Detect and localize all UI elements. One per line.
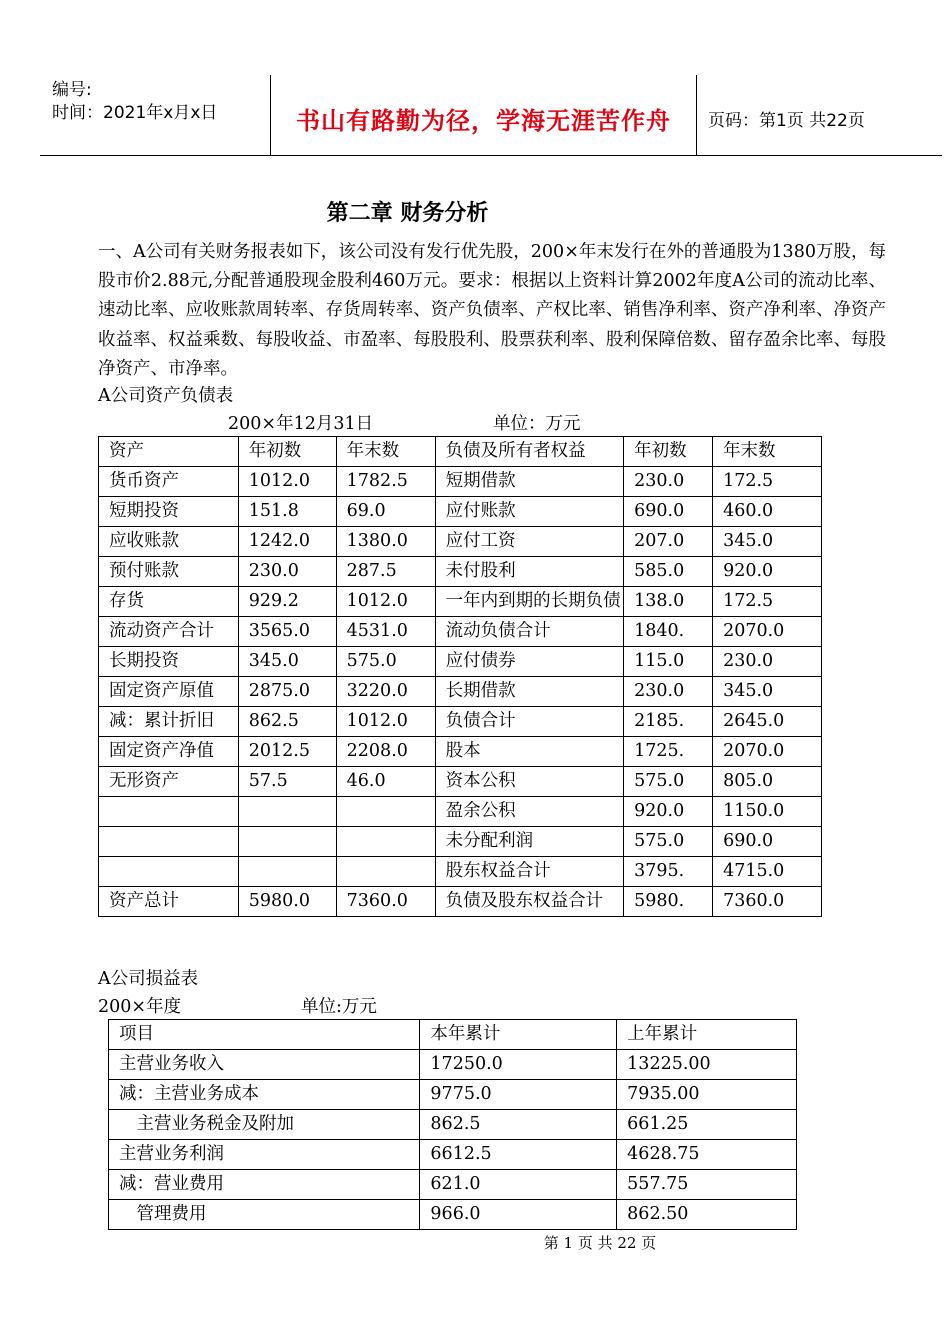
table-cell: 345.0 <box>713 527 822 557</box>
serial-label: 编号: <box>52 80 92 100</box>
table-cell: 929.2 <box>238 587 336 617</box>
table-cell: 减：营业费用 <box>109 1170 420 1200</box>
table-header-row <box>99 437 822 467</box>
table-cell: 575.0 <box>624 827 713 857</box>
table-cell <box>238 797 336 827</box>
table-row <box>109 1170 797 1200</box>
table-cell: 流动资产合计 <box>99 617 239 647</box>
table-cell: 345.0 <box>713 677 822 707</box>
table-cell: 17250.0 <box>420 1050 617 1080</box>
table-cell: 4531.0 <box>336 617 435 647</box>
table-cell: 管理费用 <box>109 1200 420 1230</box>
table-cell: 股东权益合计 <box>435 857 624 887</box>
table-cell: 2645.0 <box>713 707 822 737</box>
table-cell: 流动负债合计 <box>435 617 624 647</box>
table-row <box>99 497 822 527</box>
table-cell <box>99 857 239 887</box>
intro-paragraph: 一、A公司有关财务报表如下，该公司没有发行优先股，200×年末发行在外的普通股为1380万股，每股市价2.88元,分配普通股现金股利460万元。要求：根据以上资料计算2002年度A公司的流动比率、速动比率、应收账款周转率、存货周转率、资产负债率、产权比率、销售净利率、资产净利率、净资产收益率、权益乘数、每股收益、市盈率、每股股利、股票获利率、股利保障倍数、留存盈余比率、每股净资产、市净率。 <box>98 242 886 379</box>
table-row <box>99 737 822 767</box>
page-header <box>40 75 942 156</box>
table-cell: 230.0 <box>713 647 822 677</box>
table-cell: 固定资产净值 <box>99 737 239 767</box>
table-cell: 2875.0 <box>238 677 336 707</box>
table-cell: 345.0 <box>238 647 336 677</box>
table-cell: 172.5 <box>713 467 822 497</box>
table-cell <box>238 827 336 857</box>
table-cell: 862.50 <box>617 1200 797 1230</box>
table-cell: 未付股利 <box>435 557 624 587</box>
balance-sheet-table <box>98 436 822 917</box>
table-cell: 920.0 <box>713 557 822 587</box>
table-cell: 应收账款 <box>99 527 239 557</box>
table-cell: 1725. <box>624 737 713 767</box>
table-cell: 负债合计 <box>435 707 624 737</box>
table-cell: 862.5 <box>420 1110 617 1140</box>
table-header-cell: 年初数 <box>624 437 713 467</box>
table-cell: 9775.0 <box>420 1080 617 1110</box>
table-cell: 966.0 <box>420 1200 617 1230</box>
table-cell: 3220.0 <box>336 677 435 707</box>
table-cell: 短期投资 <box>99 497 239 527</box>
table-cell: 6612.5 <box>420 1140 617 1170</box>
table-cell: 460.0 <box>713 497 822 527</box>
header-page-info: 页码：第1页 共22页 <box>708 111 865 131</box>
table-header-cell: 上年累计 <box>617 1020 797 1050</box>
table-cell: 585.0 <box>624 557 713 587</box>
table-cell: 7360.0 <box>713 887 822 917</box>
table-cell: 资产总计 <box>99 887 239 917</box>
table-cell: 长期借款 <box>435 677 624 707</box>
table-header-cell: 项目 <box>109 1020 420 1050</box>
table-cell: 690.0 <box>713 827 822 857</box>
table-cell: 减：累计折旧 <box>99 707 239 737</box>
table-cell: 4628.75 <box>617 1140 797 1170</box>
page-footer <box>0 1232 950 1253</box>
table-cell: 661.25 <box>617 1110 797 1140</box>
table-cell: 固定资产原值 <box>99 677 239 707</box>
table-cell: 5980.0 <box>238 887 336 917</box>
table-header-cell: 资产 <box>99 437 239 467</box>
table-cell: 存货 <box>99 587 239 617</box>
chapter-title: 第二章 财务分析 <box>326 201 489 226</box>
table-cell: 主营业务收入 <box>109 1050 420 1080</box>
table-header-cell: 年末数 <box>336 437 435 467</box>
table-cell: 1840. <box>624 617 713 647</box>
table-cell: 230.0 <box>624 467 713 497</box>
header-meta <box>52 79 217 125</box>
table-cell: 货币资产 <box>99 467 239 497</box>
table-cell: 1782.5 <box>336 467 435 497</box>
table-cell: 1242.0 <box>238 527 336 557</box>
table-cell: 3795. <box>624 857 713 887</box>
table-cell: 575.0 <box>624 767 713 797</box>
header-divider <box>696 75 697 155</box>
table-cell: 主营业务利润 <box>109 1140 420 1170</box>
table-cell: 138.0 <box>624 587 713 617</box>
table-cell: 无形资产 <box>99 767 239 797</box>
table-cell: 5980. <box>624 887 713 917</box>
table-cell: 2185. <box>624 707 713 737</box>
income-statement-unit: 单位:万元 <box>301 997 377 1017</box>
table-cell: 1380.0 <box>336 527 435 557</box>
table-row <box>99 827 822 857</box>
table-cell <box>336 827 435 857</box>
balance-sheet-unit: 单位：万元 <box>493 414 581 434</box>
table-cell: 115.0 <box>624 647 713 677</box>
table-cell: 短期借款 <box>435 467 624 497</box>
table-row <box>109 1140 797 1170</box>
table-row <box>109 1050 797 1080</box>
table-cell: 1012.0 <box>336 587 435 617</box>
header-motto: 书山有路勤为径，学海无涯苦作舟 <box>296 107 671 135</box>
table-cell: 230.0 <box>238 557 336 587</box>
table-row <box>109 1110 797 1140</box>
income-statement-period: 200×年度 <box>98 997 182 1017</box>
table-cell: 2012.5 <box>238 737 336 767</box>
table-cell: 7360.0 <box>336 887 435 917</box>
table-cell: 主营业务税金及附加 <box>109 1110 420 1140</box>
table-cell <box>99 797 239 827</box>
table-cell: 46.0 <box>336 767 435 797</box>
table-cell: 一年内到期的长期负债 <box>435 587 624 617</box>
table-header-cell: 年末数 <box>713 437 822 467</box>
table-cell: 应付账款 <box>435 497 624 527</box>
table-cell <box>238 857 336 887</box>
balance-sheet-date: 200×年12月31日 <box>228 414 374 434</box>
time-label: 时间：2021年x月x日 <box>52 103 218 123</box>
table-row <box>99 887 822 917</box>
table-cell: 207.0 <box>624 527 713 557</box>
table-cell: 621.0 <box>420 1170 617 1200</box>
table-cell <box>99 827 239 857</box>
table-cell: 13225.00 <box>617 1050 797 1080</box>
table-cell: 减：主营业务成本 <box>109 1080 420 1110</box>
table-row <box>99 467 822 497</box>
table-cell: 负债及股东权益合计 <box>435 887 624 917</box>
table-cell: 690.0 <box>624 497 713 527</box>
table-header-cell: 负债及所有者权益 <box>435 437 624 467</box>
income-statement-caption: A公司损益表 <box>98 969 199 989</box>
table-cell: 151.8 <box>238 497 336 527</box>
footer-page-number: 第 1 页 共 22 页 <box>543 1234 657 1252</box>
income-statement-table <box>108 1019 797 1230</box>
table-cell: 4715.0 <box>713 857 822 887</box>
table-row <box>99 857 822 887</box>
table-cell: 预付账款 <box>99 557 239 587</box>
table-header-cell: 本年累计 <box>420 1020 617 1050</box>
table-row <box>99 527 822 557</box>
table-cell: 7935.00 <box>617 1080 797 1110</box>
table-cell: 805.0 <box>713 767 822 797</box>
table-cell: 股本 <box>435 737 624 767</box>
table-cell: 1150.0 <box>713 797 822 827</box>
table-cell: 盈余公积 <box>435 797 624 827</box>
table-cell: 2208.0 <box>336 737 435 767</box>
table-cell: 69.0 <box>336 497 435 527</box>
table-cell: 1012.0 <box>238 467 336 497</box>
table-row <box>99 707 822 737</box>
table-cell: 172.5 <box>713 587 822 617</box>
table-cell: 应付债券 <box>435 647 624 677</box>
table-cell <box>336 797 435 827</box>
table-cell: 2070.0 <box>713 737 822 767</box>
table-row <box>99 617 822 647</box>
table-cell: 230.0 <box>624 677 713 707</box>
table-cell: 1012.0 <box>336 707 435 737</box>
table-cell: 应付工资 <box>435 527 624 557</box>
table-cell: 920.0 <box>624 797 713 827</box>
table-row <box>99 767 822 797</box>
table-row <box>99 647 822 677</box>
table-row <box>99 587 822 617</box>
table-row <box>99 557 822 587</box>
table-cell: 3565.0 <box>238 617 336 647</box>
table-header-cell: 年初数 <box>238 437 336 467</box>
table-cell: 575.0 <box>336 647 435 677</box>
table-cell: 长期投资 <box>99 647 239 677</box>
table-cell <box>336 857 435 887</box>
table-row <box>109 1200 797 1230</box>
table-cell: 2070.0 <box>713 617 822 647</box>
table-row <box>109 1080 797 1110</box>
table-header-row <box>109 1020 797 1050</box>
table-cell: 557.75 <box>617 1170 797 1200</box>
table-cell: 未分配利润 <box>435 827 624 857</box>
table-cell: 57.5 <box>238 767 336 797</box>
table-cell: 862.5 <box>238 707 336 737</box>
table-row <box>99 677 822 707</box>
table-row <box>99 797 822 827</box>
table-cell: 资本公积 <box>435 767 624 797</box>
table-cell: 287.5 <box>336 557 435 587</box>
balance-sheet-caption: A公司资产负债表 <box>98 386 234 406</box>
